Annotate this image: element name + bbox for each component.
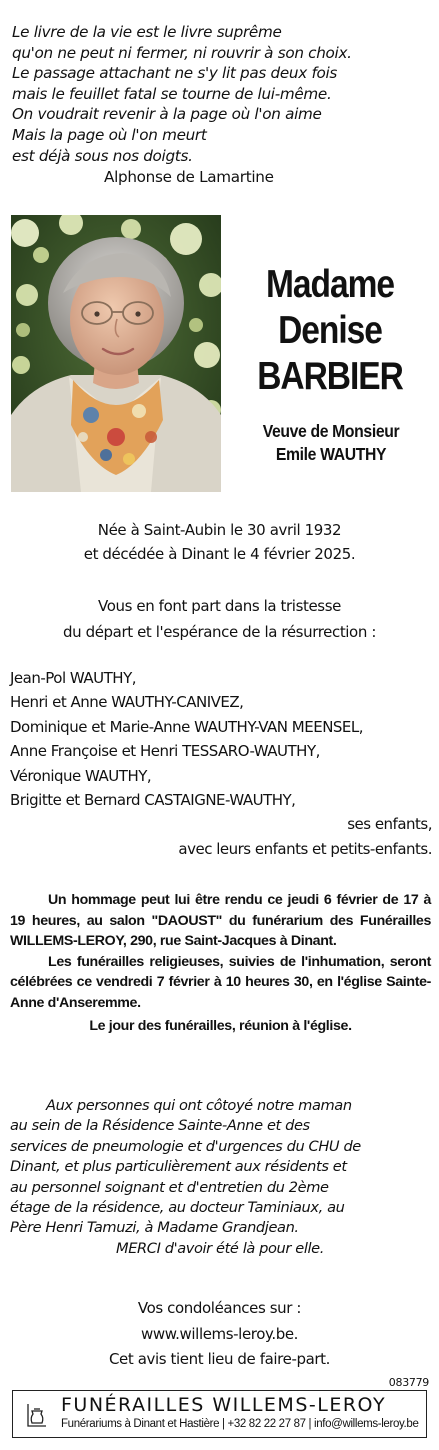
thanks-line: Dinant, et plus particulièrement aux résidents et — [10, 1158, 347, 1176]
death-date: et décédée à Dinant le 4 février 2025. — [83, 545, 356, 563]
family-member: Anne Françoise et Henri TESSARO-WAUTHY, — [10, 742, 320, 761]
funeral-home-footer — [12, 1390, 427, 1438]
ceremony-details — [10, 890, 431, 1036]
poem-author: Alphonse de Lamartine — [104, 168, 274, 187]
poem — [12, 22, 432, 188]
family-member: Jean-Pol WAUTHY, — [10, 669, 137, 687]
urn-logo-icon — [22, 1400, 52, 1430]
family-list — [10, 666, 432, 861]
spouse-line-2: Emile WAUTHY — [275, 444, 387, 464]
poem-line: Mais la page où l'on meurt — [12, 125, 207, 144]
thanks-line: au sein de la Résidence Sainte-Anne et des — [10, 1117, 310, 1135]
poem-line: mais le feuillet fatal se tourne de lui-même. — [12, 84, 332, 103]
poem-line: Le livre de la vie est le livre suprême — [12, 23, 282, 41]
portrait-photo — [11, 215, 221, 492]
thanks-line: Père Henri Tamuzi, à Madame Grandjean. — [10, 1219, 299, 1237]
notice-line: Cet avis tient lieu de faire-part. — [108, 1350, 330, 1368]
thanks-paragraph — [10, 1096, 430, 1259]
announcement-line-2: du départ et l'espérance de la résurrection : — [63, 623, 376, 641]
family-relation: avec leurs enfants et petits-enfants. — [178, 839, 432, 858]
deceased-title: Madame — [265, 263, 395, 306]
thanks-merci: MERCI d'avoir été là pour elle. — [116, 1239, 324, 1257]
spouse-line-1: Veuve de Monsieur — [262, 421, 400, 441]
thanks-line: au personnel soignant et d'entretien du 2ème — [10, 1178, 329, 1196]
family-member: Henri et Anne WAUTHY-CANIVEZ, — [10, 693, 244, 712]
meeting-line: Le jour des funérailles, réunion à l'église. — [89, 1017, 352, 1034]
poem-line: Le passage attachant ne s'y lit pas deux fois — [12, 64, 338, 83]
funeral-paragraph: Les funérailles religieuses, suivies de l'inhumation, seront célébrées ce vendredi 7 février à 10 heures 30, en l'église Sainte-Anne d'Anseremme. — [10, 953, 431, 1011]
condolences-line: Vos condoléances sur : — [137, 1299, 302, 1317]
family-relation: ses enfants, — [347, 815, 432, 834]
birth-date: Née à Saint-Aubin le 30 avril 1932 — [97, 521, 342, 539]
reference-code: 083779 — [388, 1376, 429, 1389]
announcement-line-1: Vous en font part dans la tristesse — [98, 597, 341, 615]
family-member: Véronique WAUTHY, — [10, 766, 152, 785]
poem-line: qu'on ne peut ni fermer, ni rouvrir à son choix. — [12, 43, 352, 62]
thanks-line: Aux personnes qui ont côtoyé notre maman — [46, 1097, 352, 1114]
funeral-home-brand: FUNÉRAILLES WILLEMS-LEROY — [61, 1394, 387, 1416]
deceased-last-name: BARBIER — [257, 355, 403, 398]
funeral-home-contact[interactable]: Funérariums à Dinant et Hastière | +32 82 22 27 87 | info@willems-leroy.be — [61, 1418, 419, 1430]
thanks-line: étage de la résidence, au docteur Taminiaux, au — [10, 1199, 345, 1217]
homage-paragraph: Un hommage peut lui être rendu ce jeudi 6 février de 17 à 19 heures, au salon "DAOUST" du funérarium des Funérailles WILLEMS-LEROY, 290, rue Saint-Jacques à Dinant. — [10, 892, 431, 950]
family-member: Brigitte et Bernard CASTAIGNE-WAUTHY, — [10, 791, 296, 810]
poem-line: On voudrait revenir à la page où l'on aime — [12, 105, 322, 124]
deceased-first-name: Denise — [278, 309, 382, 352]
thanks-line: services de pneumologie et d'urgences du CHU de — [10, 1137, 361, 1155]
condolences-website-link[interactable]: www.willems-leroy.be. — [140, 1325, 299, 1343]
poem-line: est déjà sous nos doigts. — [12, 146, 193, 165]
family-member: Dominique et Marie-Anne WAUTHY-VAN MEENSEL, — [10, 717, 364, 736]
